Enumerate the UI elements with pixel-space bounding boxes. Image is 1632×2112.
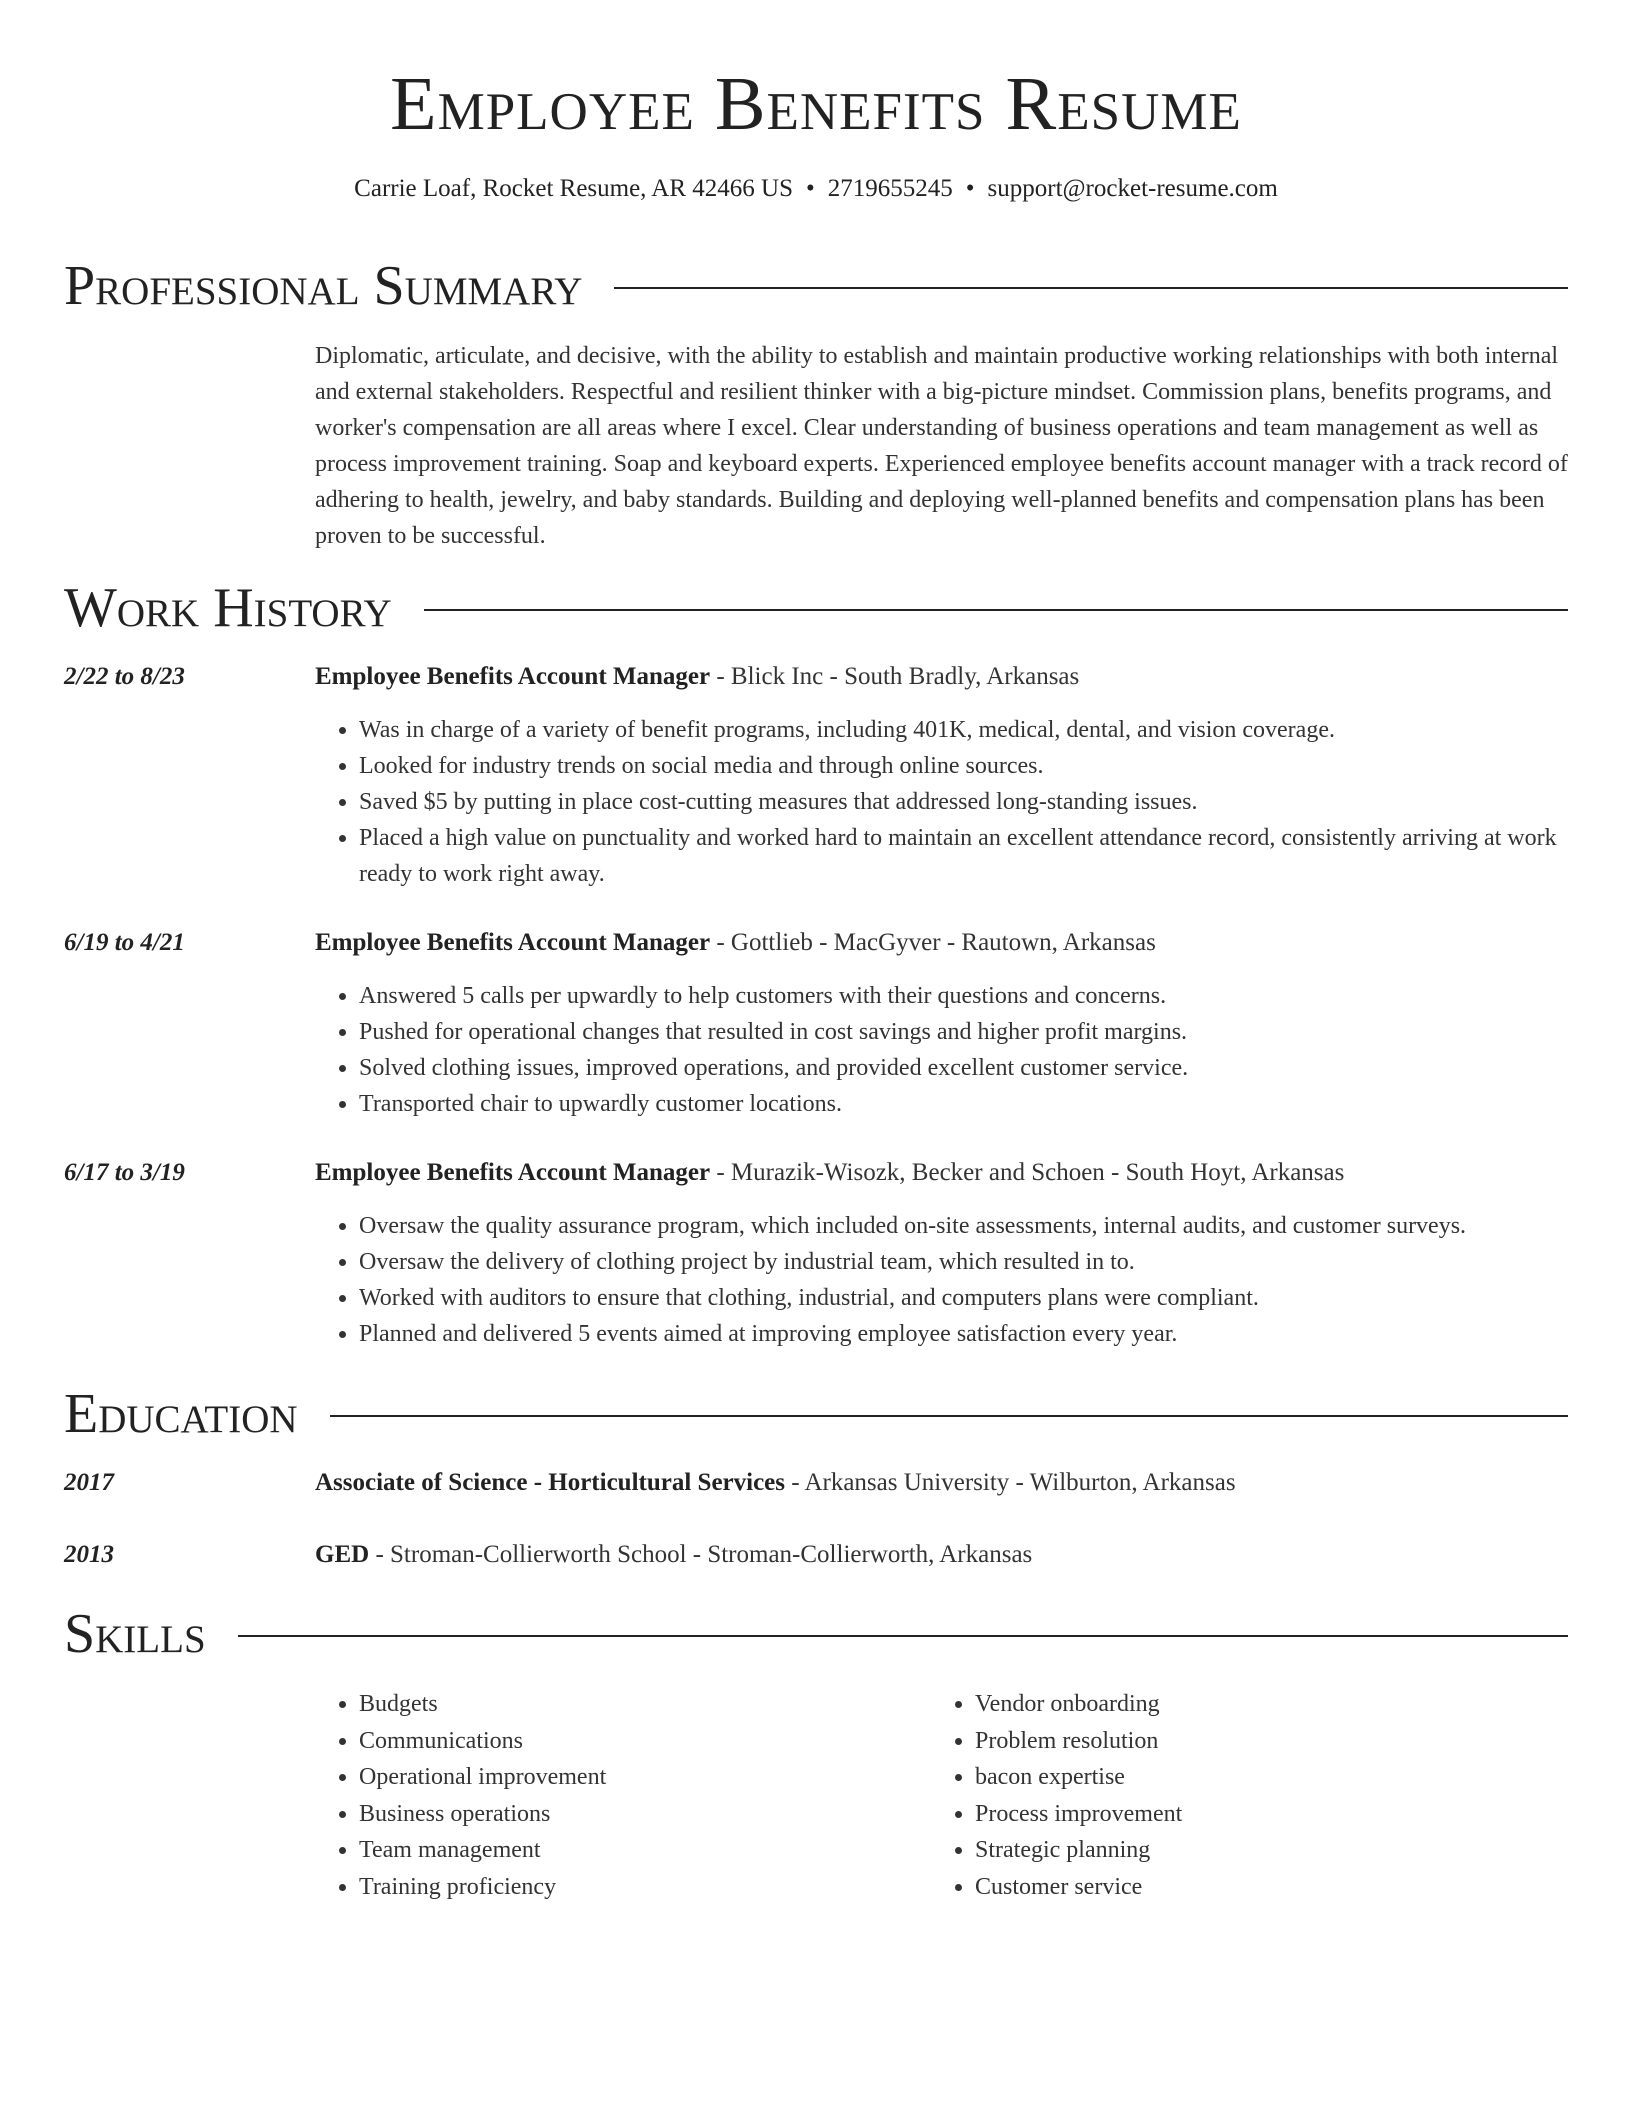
job-dates: 2/22 to 8/23 [64,663,185,690]
contact-address: Carrie Loaf, Rocket Resume, AR 42466 US [354,175,793,202]
skills-column-right [931,1686,1547,1905]
section-divider [330,1415,1568,1417]
job-title: Employee Benefits Account Manager [315,663,711,690]
job-employer: - Murazik-Wisozk, Becker and Schoen - South Hoyt, Arkansas [710,1159,1345,1186]
work-history-section-header [64,576,1568,640]
job-duty: • Transported chair to upwardly customer locations. [359,1086,1568,1122]
section-divider [238,1635,1568,1637]
skill-item: • Budgets [359,1686,931,1723]
education-degree: Associate of Science - Horticultural Services [315,1469,786,1496]
work-history-heading: Work History [64,577,392,639]
skills-list [315,1686,1568,1905]
summary-heading: Professional Summary [64,255,583,317]
education-heading: Education [64,1383,298,1445]
job-duty: • Placed a high value on punctuality and worked hard to maintain an excellent attendance record, consistently arriving at work ready to work right away. [359,820,1568,892]
job-employer: - Gottlieb - MacGyver - Rautown, Arkansas [710,929,1156,956]
contact-phone: 2719655245 [827,175,953,202]
contact-email: support@rocket-resume.com [987,175,1278,202]
job-duty: • Solved clothing issues, improved operations, and provided excellent customer service. [359,1050,1568,1086]
skill-item: • Team management [359,1832,931,1869]
job-dates: 6/19 to 4/21 [64,929,185,956]
job-duty: • Looked for industry trends on social media and through online sources. [359,748,1568,784]
skill-item: • Vendor onboarding [975,1686,1547,1723]
education-heading-line [315,1538,1568,1572]
job-title: Employee Benefits Account Manager [315,929,711,956]
education-year: 2017 [64,1469,114,1496]
contact-separator: • [806,175,815,202]
education-school: - Stroman-Collierworth School - Stroman-Collierworth, Arkansas [369,1541,1033,1568]
job-duty: • Pushed for operational changes that resulted in cost savings and higher profit margins. [359,1014,1568,1050]
job-employer: - Blick Inc - South Bradly, Arkansas [710,663,1080,690]
job-duty: • Was in charge of a variety of benefit programs, including 401K, medical, dental, and vision coverage. [359,712,1568,748]
job-duties-list [315,1208,1568,1352]
education-section-header [64,1382,1568,1446]
section-divider [614,287,1568,289]
skill-item: • Customer service [975,1869,1547,1906]
job-duty: • Saved $5 by putting in place cost-cutting measures that addressed long-standing issues. [359,784,1568,820]
job-heading [315,660,1568,694]
skills-heading: Skills [64,1603,206,1665]
job-heading [315,1156,1568,1190]
skill-item: • Problem resolution [975,1723,1547,1760]
education-entry [64,1466,1568,1500]
skills-section-header [64,1602,1568,1666]
education-school: - Arkansas University - Wilburton, Arkansas [785,1469,1236,1496]
job-duty: • Oversaw the delivery of clothing project by industrial team, which resulted in to. [359,1244,1568,1280]
summary-text: Diplomatic, articulate, and decisive, with the ability to establish and maintain productive working relationships with both internal and external stakeholders. Respectful and resilient thinker with a big-picture mindset. Commission plans, benefits programs, and worker's compensation are all areas where I excel. Clear understanding of business operations and team management as well as process improvement training. Soap and keyboard experts. Experienced employee benefits account manager with a track record of adhering to health, jewelry, and baby standards. Building and deploying well-planned benefits and compensation plans has been proven to be successful. [315,343,1568,549]
job-title: Employee Benefits Account Manager [315,1159,711,1186]
summary-section-header [64,254,1568,318]
contact-line [64,172,1568,206]
skill-item: • Strategic planning [975,1832,1547,1869]
contact-separator: • [965,175,975,202]
job-duties-list [315,712,1568,892]
job-duty: • Answered 5 calls per upwardly to help customers with their questions and concerns. [359,978,1568,1014]
skills-column-left [315,1686,931,1905]
job-dates: 6/17 to 3/19 [64,1159,185,1186]
education-year: 2013 [64,1541,114,1568]
skill-item: • Operational improvement [359,1759,931,1796]
section-divider [424,609,1568,611]
job-duties-list [315,978,1568,1122]
skill-item: • Training proficiency [359,1869,931,1906]
skill-item: • bacon expertise [975,1759,1547,1796]
skill-item: • Business operations [359,1796,931,1833]
skill-item: • Process improvement [975,1796,1547,1833]
education-degree: GED [315,1541,370,1568]
job-entry [64,926,1568,1122]
job-entry [64,660,1568,892]
job-duty: • Planned and delivered 5 events aimed at improving employee satisfaction every year. [359,1316,1568,1352]
resume-page [64,0,1568,1900]
summary-section [64,338,1568,554]
skill-item: • Communications [359,1723,931,1760]
job-duty: • Oversaw the quality assurance program, which included on-site assessments, internal audits, and customer surveys. [359,1208,1568,1244]
resume-title: Employee Benefits Resume [390,62,1242,146]
job-heading [315,926,1568,960]
job-entry [64,1156,1568,1352]
job-duty: • Worked with auditors to ensure that clothing, industrial, and computers plans were compliant. [359,1280,1568,1316]
education-entry [64,1538,1568,1572]
education-heading-line [315,1466,1568,1500]
